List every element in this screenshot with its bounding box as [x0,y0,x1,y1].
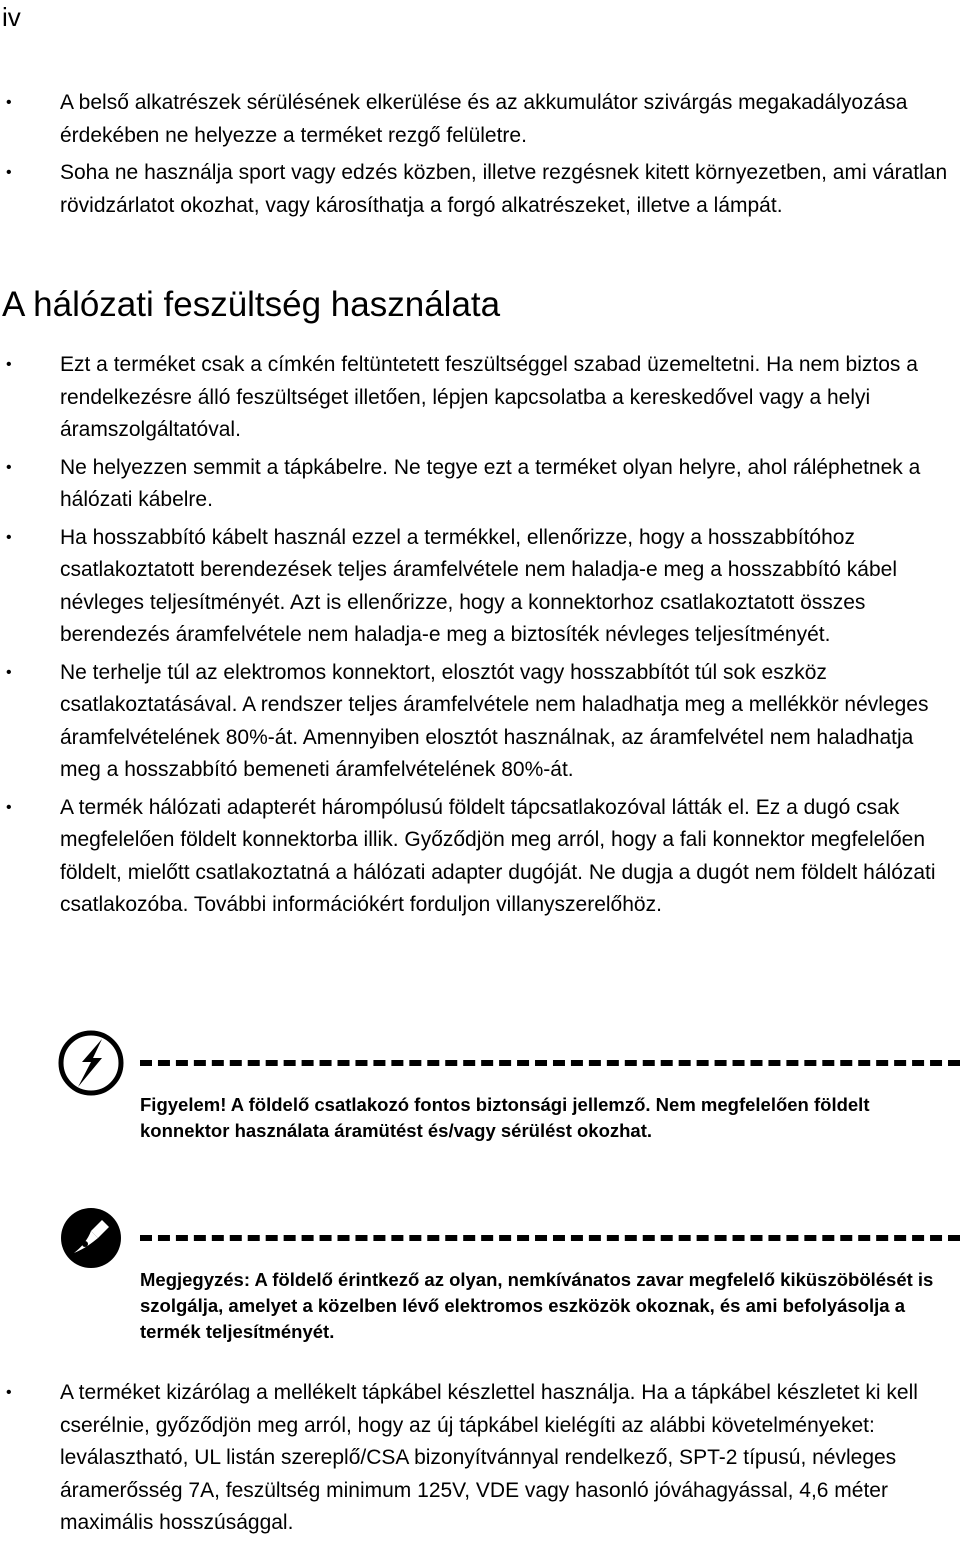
dashed-divider [140,1060,960,1066]
note-pen-icon [58,1205,124,1271]
bullet-icon: • [6,164,12,181]
bullet-list-power-cord [0,1377,960,1545]
bullet-icon: • [6,1384,12,1401]
bullet-icon: • [6,528,12,546]
dashed-divider [140,1235,960,1241]
list-item-text: Ne helyezzen semmit a tápkábelre. Ne tegye ezt a terméket olyan helyre, ahol ráléphetnek a hálózati kábelre. [60,455,921,511]
list-item-text: Soha ne használja sport vagy edzés közben, illetve rezgésnek kitett környezetben, ami váratlan rövidzárlatot okozhat, vagy károsíthatja a forgó alkatrészeket, illetve a lámpát. [60,161,948,217]
list-item [0,522,960,652]
warning-text: Figyelem! A földelő csatlakozó fontos biztonsági jellemző. Nem megfelelően földelt konnektor használata áramütést és/vagy sérülést okozhat. [140,1094,870,1141]
bullet-list-vibration [0,87,960,227]
bullet-icon: • [6,798,12,816]
list-item [0,349,960,447]
list-item [0,792,960,922]
list-item-text: A terméket kizárólag a mellékelt tápkábel készlettel használja. Ha a tápkábel készletet ki kell cserélnie, győződjön meg arról, hogy az új tápkábel kielégíti az alábbi követelményeket: leválasztható, UL listán szereplő/CSA bizonyítvánnyal rendelkező, SPT-2 típusú, névleges áramerősség 7A, feszültség minimum 125V, VDE vagy hasonló jóváhagyással, 4,6 méter maximális hosszúsággal. [60,1381,918,1534]
list-item [0,452,960,517]
list-item [0,87,960,152]
bullet-icon: • [6,458,12,476]
list-item-text: Ezt a terméket csak a címkén feltüntetett feszültséggel szabad üzemeltetni. Ha nem biztos a rendelkezésre álló feszültséget illetően, lépjen kapcsolatba a kereskedővel vagy a helyi áramszolgáltatóval. [60,353,918,441]
bullet-icon: • [6,663,12,681]
lightning-warning-icon [58,1030,124,1096]
page-number: iv [2,2,21,32]
list-item [0,657,960,787]
note-text: Megjegyzés: A földelő érintkező az olyan, nemkívánatos zavar megfelelő kiküszöbölését is szolgálja, amelyet a közelben lévő elektromos eszközök okoznak, és ami befolyásolja a termék teljesítményét. [140,1269,934,1342]
list-item-text: A belső alkatrészek sérülésének elkerülése és az akkumulátor szivárgás megakadályozása érdekében ne helyezze a terméket rezgő felületre. [60,91,908,147]
list-item-text: A termék hálózati adapterét hárompólusú földelt tápcsatlakozóval látták el. Ez a dugó csak megfelelően földelt konnektorba illik. Győződjön meg arról, hogy a fali konnektor megfelelően földelt, mielőtt csatlakoztatná a hálózati adapter dugóját. Ne dugja a dugót nem földelt hálózati csatlakozóba. További információkért forduljon villanyszerelőhöz. [60,795,936,916]
bullet-icon: • [6,356,12,373]
list-item [0,1377,960,1540]
list-item-text: Ne terhelje túl az elektromos konnektort, elosztót vagy hosszabbítót túl sok eszköz csatlakoztatásával. A rendszer teljes áramfelvétele nem haladhatja meg a mellékkör névleges áramfelvételének 80%-át. Amennyiben elosztót használnak, az áramfelvétel nem haladhatja meg a hosszabbító bemeneti áramfelvételének 80%-át. [60,660,929,781]
bullet-icon: • [6,94,12,111]
list-item-text: Ha hosszabbító kábelt használ ezzel a termékkel, ellenőrizze, hogy a hosszabbítóhoz csatlakoztatott berendezések teljes áramfelvétele nem haladja-e meg a hosszabbító kábel névleges teljesítményét. Azt is ellenőrizze, hogy a konnektorhoz csatlakoztatott összes berendezés áramfelvétele nem haladja-e meg a biztosíték névleges teljesítményét. [60,525,897,646]
bullet-list-power [0,349,960,927]
section-title: A hálózati feszültség használata [2,285,501,324]
list-item [0,157,960,222]
